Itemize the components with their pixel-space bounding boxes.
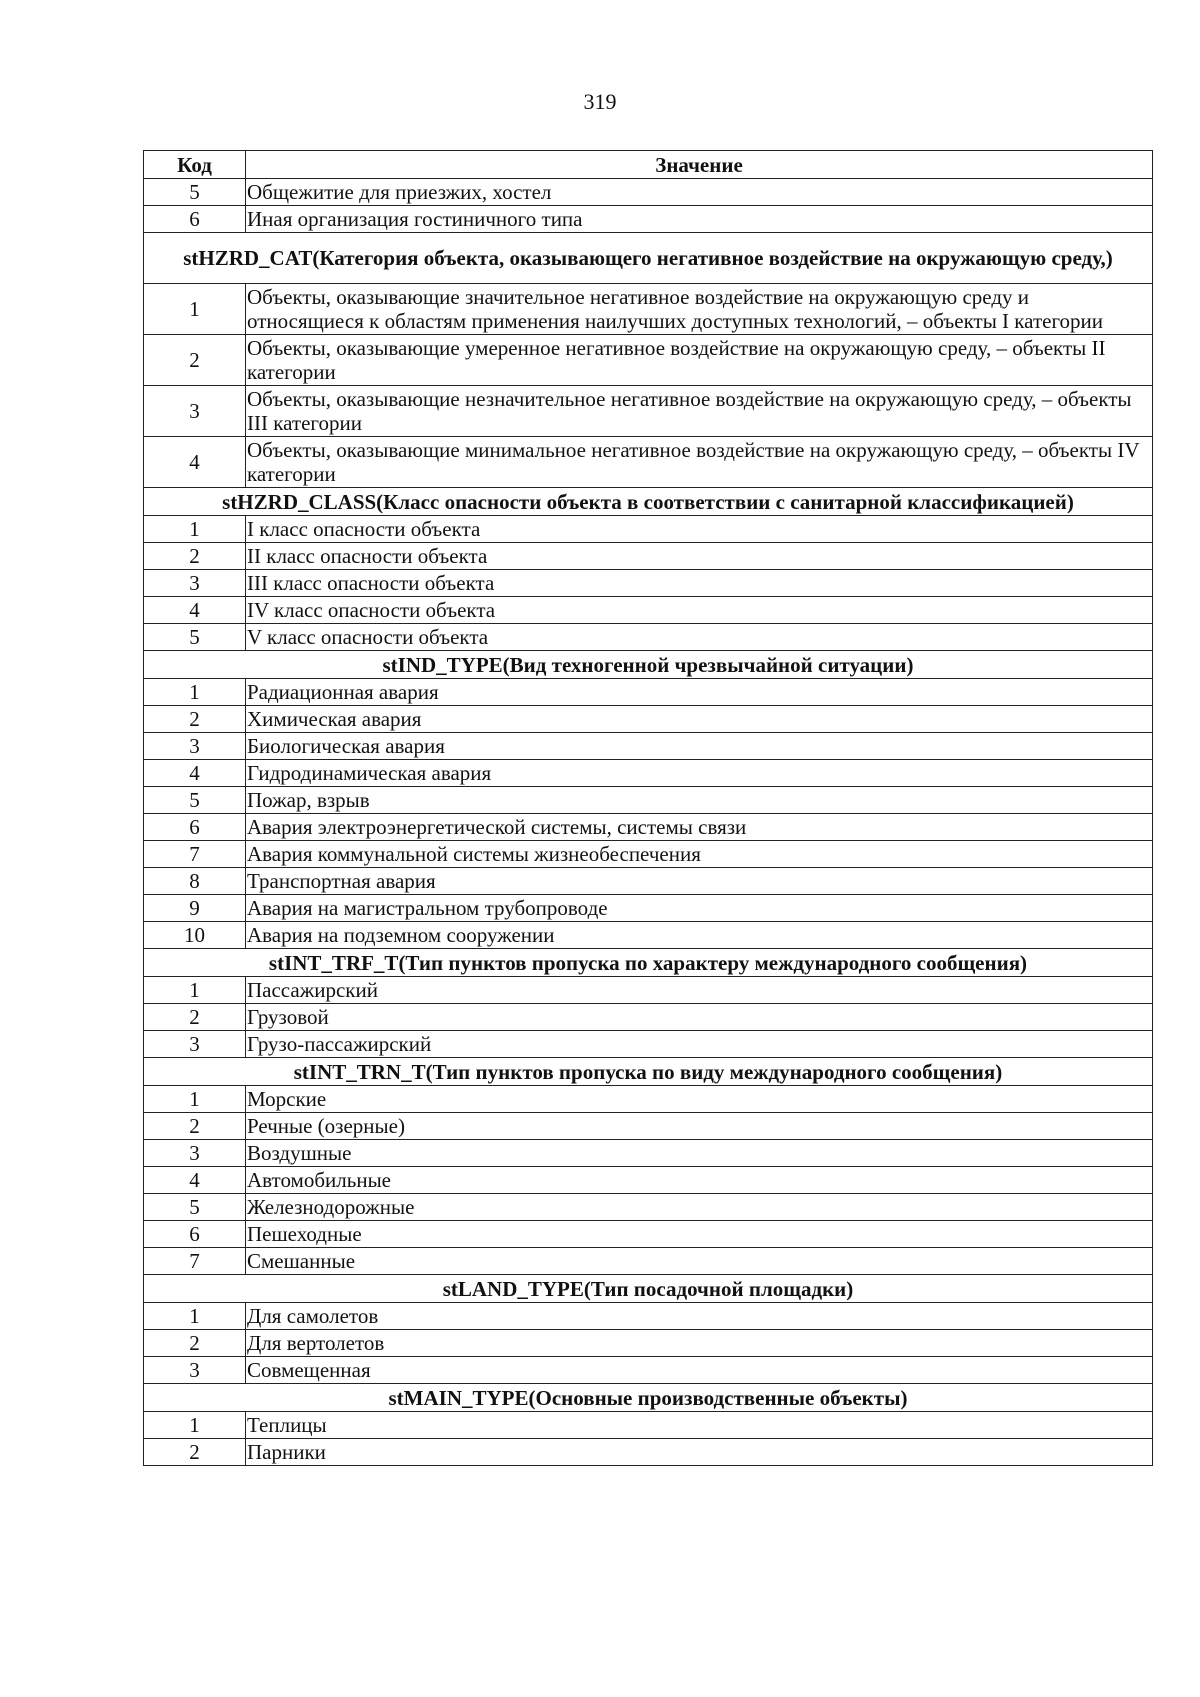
code-cell: 2 xyxy=(144,1113,246,1140)
table-row xyxy=(144,284,1153,335)
code-cell: 1 xyxy=(144,516,246,543)
table-row xyxy=(144,1439,1153,1466)
code-cell: 3 xyxy=(144,386,246,437)
value-cell: Грузо-пассажирский xyxy=(246,1031,1153,1058)
code-cell: 4 xyxy=(144,597,246,624)
value-cell: Совмещенная xyxy=(246,1357,1153,1384)
table-section-row xyxy=(144,949,1153,977)
code-cell: 8 xyxy=(144,868,246,895)
code-cell: 1 xyxy=(144,679,246,706)
code-cell: 1 xyxy=(144,1412,246,1439)
header-value: Значение xyxy=(246,151,1153,179)
table-section-row xyxy=(144,488,1153,516)
section-title: stMAIN_TYPE(Основные производственные объекты) xyxy=(144,1384,1153,1412)
table-section-row xyxy=(144,1275,1153,1303)
value-cell: Объекты, оказывающие значительное негативное воздействие на окружающую среду и относящиеся к областям применения наилучших доступных технологий, – объекты I категории xyxy=(246,284,1153,335)
table-row xyxy=(144,179,1153,206)
table-row xyxy=(144,1412,1153,1439)
section-title: stHZRD_CLASS(Класс опасности объекта в соответствии с санитарной классификацией) xyxy=(144,488,1153,516)
code-cell: 2 xyxy=(144,335,246,386)
value-cell: Для вертолетов xyxy=(246,1330,1153,1357)
value-cell: Объекты, оказывающие незначительное негативное воздействие на окружающую среду, – объекты III категории xyxy=(246,386,1153,437)
value-cell: Пешеходные xyxy=(246,1221,1153,1248)
table-row xyxy=(144,1004,1153,1031)
code-cell: 1 xyxy=(144,1086,246,1113)
table-row xyxy=(144,437,1153,488)
value-cell: Объекты, оказывающие умеренное негативное воздействие на окружающую среду, – объекты II категории xyxy=(246,335,1153,386)
code-cell: 3 xyxy=(144,733,246,760)
code-cell: 7 xyxy=(144,841,246,868)
table-row xyxy=(144,706,1153,733)
table-row xyxy=(144,1221,1153,1248)
code-cell: 1 xyxy=(144,1303,246,1330)
table-row xyxy=(144,543,1153,570)
table-row xyxy=(144,841,1153,868)
value-cell: I класс опасности объекта xyxy=(246,516,1153,543)
table-row xyxy=(144,787,1153,814)
code-cell: 4 xyxy=(144,437,246,488)
value-cell: Авария электроэнергетической системы, системы связи xyxy=(246,814,1153,841)
value-cell: Биологическая авария xyxy=(246,733,1153,760)
table-body xyxy=(144,179,1153,1466)
code-cell: 2 xyxy=(144,1330,246,1357)
value-cell: Иная организация гостиничного типа xyxy=(246,206,1153,233)
value-cell: Объекты, оказывающие минимальное негативное воздействие на окружающую среду, – объекты IV категории xyxy=(246,437,1153,488)
table-row xyxy=(144,1086,1153,1113)
value-cell: Теплицы xyxy=(246,1412,1153,1439)
value-cell: Общежитие для приезжих, хостел xyxy=(246,179,1153,206)
table-row xyxy=(144,1194,1153,1221)
table-row xyxy=(144,895,1153,922)
value-cell: Авария на магистральном трубопроводе xyxy=(246,895,1153,922)
value-cell: Радиационная авария xyxy=(246,679,1153,706)
table-row xyxy=(144,206,1153,233)
table-row xyxy=(144,516,1153,543)
value-cell: Авария коммунальной системы жизнеобеспечения xyxy=(246,841,1153,868)
code-cell: 3 xyxy=(144,1031,246,1058)
section-title: stINT_TRN_T(Тип пунктов пропуска по виду международного сообщения) xyxy=(144,1058,1153,1086)
table-row xyxy=(144,760,1153,787)
table-row xyxy=(144,922,1153,949)
table-row xyxy=(144,1357,1153,1384)
table-row xyxy=(144,335,1153,386)
table-row xyxy=(144,868,1153,895)
table-row xyxy=(144,977,1153,1004)
table-row xyxy=(144,1303,1153,1330)
value-cell: III класс опасности объекта xyxy=(246,570,1153,597)
section-title: stINT_TRF_T(Тип пунктов пропуска по характеру международного сообщения) xyxy=(144,949,1153,977)
code-cell: 9 xyxy=(144,895,246,922)
table-row xyxy=(144,1167,1153,1194)
table-row xyxy=(144,1031,1153,1058)
code-cell: 1 xyxy=(144,284,246,335)
code-cell: 7 xyxy=(144,1248,246,1275)
code-cell: 6 xyxy=(144,206,246,233)
code-cell: 2 xyxy=(144,1439,246,1466)
table-row xyxy=(144,1330,1153,1357)
code-cell: 4 xyxy=(144,1167,246,1194)
code-cell: 3 xyxy=(144,570,246,597)
code-cell: 2 xyxy=(144,1004,246,1031)
code-cell: 2 xyxy=(144,706,246,733)
table-section-row xyxy=(144,233,1153,284)
code-cell: 6 xyxy=(144,1221,246,1248)
table-section-row xyxy=(144,1058,1153,1086)
code-cell: 6 xyxy=(144,814,246,841)
section-title: stHZRD_CAT(Категория объекта, оказывающего негативное воздействие на окружающую среду,) xyxy=(144,233,1153,284)
value-cell: II класс опасности объекта xyxy=(246,543,1153,570)
section-title: stLAND_TYPE(Тип посадочной площадки) xyxy=(144,1275,1153,1303)
table-row xyxy=(144,597,1153,624)
value-cell: Автомобильные xyxy=(246,1167,1153,1194)
table-row xyxy=(144,386,1153,437)
code-cell: 3 xyxy=(144,1357,246,1384)
table-row xyxy=(144,814,1153,841)
value-cell: Морские xyxy=(246,1086,1153,1113)
value-cell: V класс опасности объекта xyxy=(246,624,1153,651)
table-row xyxy=(144,624,1153,651)
section-title: stIND_TYPE(Вид техногенной чрезвычайной ситуации) xyxy=(144,651,1153,679)
table-section-row xyxy=(144,1384,1153,1412)
value-cell: Грузовой xyxy=(246,1004,1153,1031)
table-row xyxy=(144,570,1153,597)
code-cell: 5 xyxy=(144,787,246,814)
code-cell: 10 xyxy=(144,922,246,949)
table-row xyxy=(144,733,1153,760)
code-cell: 1 xyxy=(144,977,246,1004)
code-cell: 5 xyxy=(144,179,246,206)
value-cell: Пассажирский xyxy=(246,977,1153,1004)
code-cell: 5 xyxy=(144,1194,246,1221)
value-cell: Речные (озерные) xyxy=(246,1113,1153,1140)
header-code: Код xyxy=(144,151,246,179)
value-cell: IV класс опасности объекта xyxy=(246,597,1153,624)
value-cell: Парники xyxy=(246,1439,1153,1466)
value-cell: Для самолетов xyxy=(246,1303,1153,1330)
table-row xyxy=(144,1140,1153,1167)
table-row xyxy=(144,679,1153,706)
table-row xyxy=(144,1248,1153,1275)
value-cell: Воздушные xyxy=(246,1140,1153,1167)
code-cell: 2 xyxy=(144,543,246,570)
value-cell: Химическая авария xyxy=(246,706,1153,733)
code-cell: 5 xyxy=(144,624,246,651)
value-cell: Смешанные xyxy=(246,1248,1153,1275)
value-cell: Пожар, взрыв xyxy=(246,787,1153,814)
table-row xyxy=(144,1113,1153,1140)
value-cell: Гидродинамическая авария xyxy=(246,760,1153,787)
value-cell: Транспортная авария xyxy=(246,868,1153,895)
code-cell: 4 xyxy=(144,760,246,787)
table-header-row xyxy=(144,151,1153,179)
codes-table xyxy=(143,150,1153,1466)
value-cell: Железнодорожные xyxy=(246,1194,1153,1221)
value-cell: Авария на подземном сооружении xyxy=(246,922,1153,949)
page-number: 319 xyxy=(583,89,617,114)
table-section-row xyxy=(144,651,1153,679)
code-cell: 3 xyxy=(144,1140,246,1167)
